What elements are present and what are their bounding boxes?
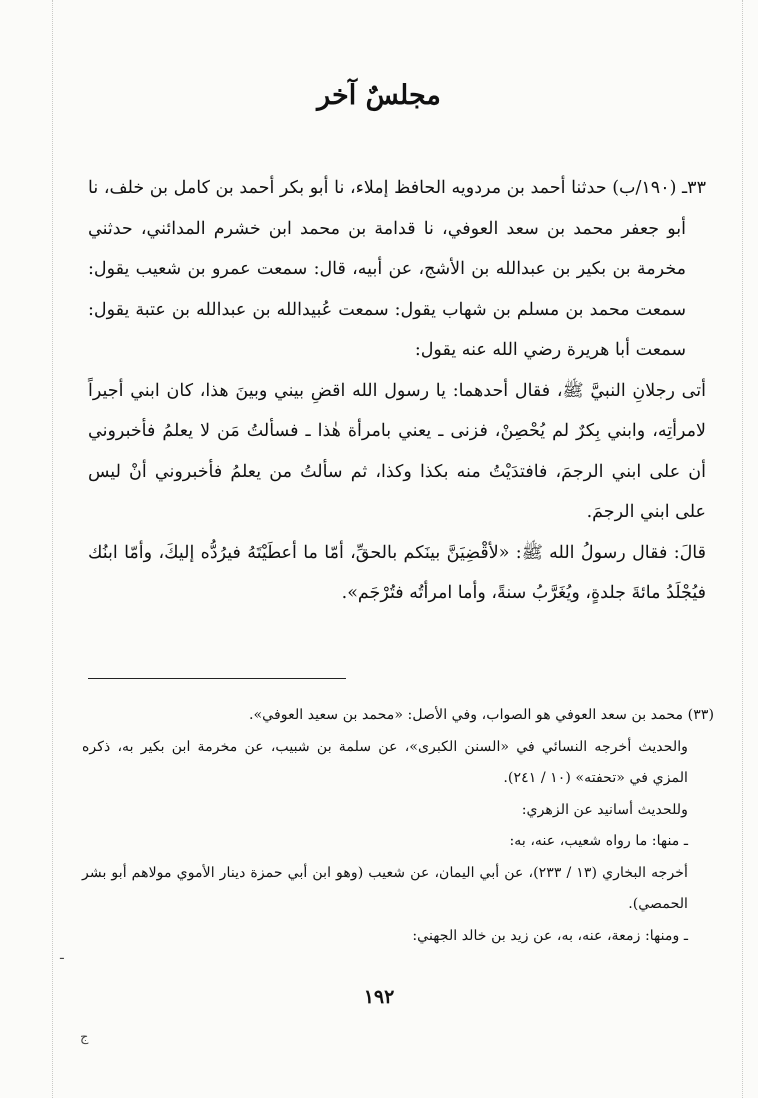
- footnote-line: (٣٣) محمد بن سعد العوفي هو الصواب، وفي الأصل: «محمد بن سعيد العوفي».: [248, 707, 714, 723]
- footnote-line: ـ ومنها: زمعة، عنه، به، عن زيد بن خالد الجهني:: [412, 927, 688, 944]
- margin-dotted-line: [52, 0, 53, 1098]
- footnote-line: والحديث أخرجه النسائي في «السنن الكبرى»، عن سلمة بن شبيب، عن مخرمة ابن بكير به، ذكره المزي في «تحفته» (١٠ / ٢٤١).: [82, 738, 688, 786]
- footnote-separator: [88, 678, 346, 679]
- footnotes: [82, 700, 714, 952]
- margin-dotted-line: [742, 0, 743, 1098]
- footnote-line: وللحديث أسانيد عن الزهري:: [521, 801, 688, 818]
- footnote-line: أخرجه البخاري (١٣ / ٢٣٣)، عن أبي اليمان، عن شعيب (وهو ابن أبي حمزة دينار الأموي مولاهم أبو بشر الحمصي).: [82, 864, 688, 912]
- margin-mark: ج: [80, 1030, 89, 1045]
- margin-mark: ـ: [60, 948, 64, 963]
- hadith-isnad: ٣٣ـ (١٩٠/ب) حدثنا أحمد بن مردويه الحافظ إملاء، نا أبو بكر أحمد بن كامل بن خلف، نا أبو جعفر محمد بن سعد العوفي، نا قدامة بن محمد ابن خشرم المدائني، حدثني مخرمة بن بكير بن عبدالله بن الأشج، عن أبيه، قال: سمعت عمرو بن شعيب يقول: سمعت محمد بن مسلم بن شهاب يقول: سمعت عُبيدالله بن عبدالله بن عتبة يقول: سمعت أبا هريرة رضي الله عنه يقول:: [88, 178, 706, 360]
- hadith-ruling: قالَ: فقال رسولُ الله ﷺ: «لأقْضِيَنَّ بينَكم بالحقِّ، أمّا ما أعطَيْتَهُ فيرُدُّه إليكَ، وأمّا ابنُك فيُجْلَدُ مائةَ جلدةٍ، ويُغَرَّبُ سنةً، وأما امرأتُه فتُرْجَم».: [88, 542, 706, 603]
- footnote-line: ـ منها: ما رواه شعيب، عنه، به:: [509, 833, 688, 849]
- page-title: مجلسٌ آخر: [317, 80, 441, 111]
- page-number: ١٩٢: [363, 986, 395, 1008]
- hadith-text: [88, 168, 706, 614]
- hadith-matn: أتى رجلانِ النبيَّ ﷺ، فقال أحدهما: يا رسول الله اقضِ بيني وبينَ هذا، كان ابني أجيراً لامرأتِه، وابني بِكرٌ لم يُحْصِنْ، فزنى ـ يعني بامرأة هٰذا ـ فسألتُ مَن لا يعلمُ فأخبروني أن على ابني الرجمَ، فافتدَيْتُ منه بكذا وكذا، ثم سألتُ من يعلمُ فأخبروني أنْ ليس على ابني الرجمَ.: [88, 380, 706, 522]
